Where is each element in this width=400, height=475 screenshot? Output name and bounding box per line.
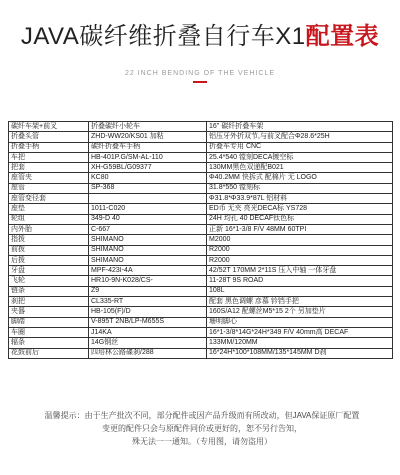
table-row [9,122,393,132]
table-row [9,132,393,142]
spec-cell: 珊明脚心 [207,317,393,327]
spec-cell: Φ31.8*Φ33.9*87L 铝材料 [207,194,393,204]
title-main: JAVA碳纤维折叠自行车X1 [20,23,306,50]
spec-cell: 16*24H*100*108MM/135*145MM D刹 [207,348,393,358]
footer-note-line: 殊无法一一通知。（专用图，请勿盗用） [132,437,272,446]
model-cell: CL335-RT [89,297,207,307]
model-cell: XH-G59BL/G09377 [89,163,207,173]
part-name-cell: 前拨 [9,245,89,255]
model-cell: HR10-9N-K028/CS- [89,276,207,286]
model-cell: SHIMANO [89,255,207,265]
model-cell: KC80 [89,173,207,183]
table-row [9,204,393,214]
table-row [9,327,393,337]
table-row [9,224,393,234]
spec-cell: 11-28T 9S ROAD [207,276,393,286]
footer-note-line: 温馨提示：由于生产批次不同，部分配件或因产品升级而有所改动，但JAVA保证原厂配置 [44,411,360,420]
part-name-cell: 辐条 [9,338,89,348]
spec-cell: 16" 碳纤折叠车架 [207,122,393,132]
model-cell: HB-401P.G/SM-AL-110 [89,152,207,162]
part-name-cell: 折叠头管 [9,132,89,142]
table-row [9,214,393,224]
table-row [9,307,393,317]
spec-cell: R2000 [207,245,393,255]
table-row [9,286,393,296]
page-title [0,22,400,52]
part-name-cell: 碳纤车架+前叉 [9,122,89,132]
model-cell: SHIMANO [89,235,207,245]
spec-cell: 24H 均孔 40 DECAF钛色标 [207,214,393,224]
part-name-cell: 座垫 [9,204,89,214]
table-row [9,194,393,204]
part-name-cell: 指拨 [9,235,89,245]
spec-cell: 108L [207,286,393,296]
table-row [9,173,393,183]
part-name-cell: 车圈 [9,327,89,337]
part-name-cell: 夹器 [9,307,89,317]
spec-cell: 25.4*540 镗刻DECA镀空标 [207,152,393,162]
part-name-cell: 轮组 [9,214,89,224]
part-name-cell: 座管 [9,183,89,193]
spec-cell: 160S/A12 配螺丝M5*15 2个 另加垫片 [207,307,393,317]
spec-cell: 折叠车专用 CNC [207,142,393,152]
spec-cell: 正新 16*1-3/8 F/V 48MM 60TPI [207,224,393,234]
title-accent: 配置表 [305,23,380,50]
spec-cell: 16*1-3/8*14G*24H*349 F/V 40mm高 DECAF [207,327,393,337]
title-underline [193,81,207,83]
table-row [9,142,393,152]
part-name-cell: 折叠手柄 [9,142,89,152]
model-cell: 1011-C020 [89,204,207,214]
table-row [9,348,393,358]
model-cell: 折叠碳纤小轮车 [89,122,207,132]
model-cell: SHIMANO [89,245,207,255]
part-name-cell: 座管变径套 [9,194,89,204]
spec-table-body [9,122,393,359]
model-cell: Z9 [89,286,207,296]
model-cell: 349-D 40 [89,214,207,224]
spec-cell: 42/52T 170MM 2*11S 压入中轴 一体牙盘 [207,266,393,276]
part-name-cell: 脚踏 [9,317,89,327]
model-cell: HB-105(F)/D [89,307,207,317]
spec-cell: R2000 [207,255,393,265]
spec-cell: 31.8*550 镗刻标 [207,183,393,193]
table-row [9,245,393,255]
model-cell [89,194,207,204]
model-cell: V-895T 2NB/LP-M655S [89,317,207,327]
model-cell: 四培林公路碟刹/288 [89,348,207,358]
model-cell: SP-368 [89,183,207,193]
spec-cell: 133MM/120MM [207,338,393,348]
part-name-cell: 车把 [9,152,89,162]
model-cell: ZHD-WW20/KS01 加粘 [89,132,207,142]
part-name-cell: 链条 [9,286,89,296]
part-name-cell: 飞轮 [9,276,89,286]
part-name-cell: 后拨 [9,255,89,265]
model-cell: 14G钢丝 [89,338,207,348]
table-row [9,338,393,348]
spec-cell: 配套 黑色调螺 彦慕 钤铛手把 [207,297,393,307]
table-row [9,297,393,307]
model-cell: 碳纤折叠车手柄 [89,142,207,152]
table-row [9,255,393,265]
part-name-cell: 把套 [9,163,89,173]
spec-table [8,121,393,359]
table-row [9,163,393,173]
spec-cell: 130MM黑色双递配B021 [207,163,393,173]
table-row [9,235,393,245]
footer-note-line: 变更的配件只会与原配件同价或更好的，恕不另行告知， [102,424,302,433]
spec-cell: ED币 无夹 亮光DECA标 YS728 [207,204,393,214]
part-name-cell: 内外胎 [9,224,89,234]
table-row [9,183,393,193]
table-row [9,266,393,276]
part-name-cell: 座管夹 [9,173,89,183]
model-cell: J14KA [89,327,207,337]
footer-note [34,409,370,448]
spec-cell: Φ40.2MM 快拆式 配棉片 无 LOGO [207,173,393,183]
table-row [9,317,393,327]
model-cell: C-667 [89,224,207,234]
table-row [9,276,393,286]
part-name-cell: 牙盘 [9,266,89,276]
spec-cell: 铝压牙外折双节,与前叉配合Φ28.6*25H [207,132,393,142]
model-cell: MPF-423I-4A [89,266,207,276]
part-name-cell: 刹把 [9,297,89,307]
page-subtitle: 22 INCH BENDING OF THE VEHICLE [124,70,276,77]
part-name-cell: 花鼓前后 [9,348,89,358]
table-row [9,152,393,162]
spec-cell: M2000 [207,235,393,245]
